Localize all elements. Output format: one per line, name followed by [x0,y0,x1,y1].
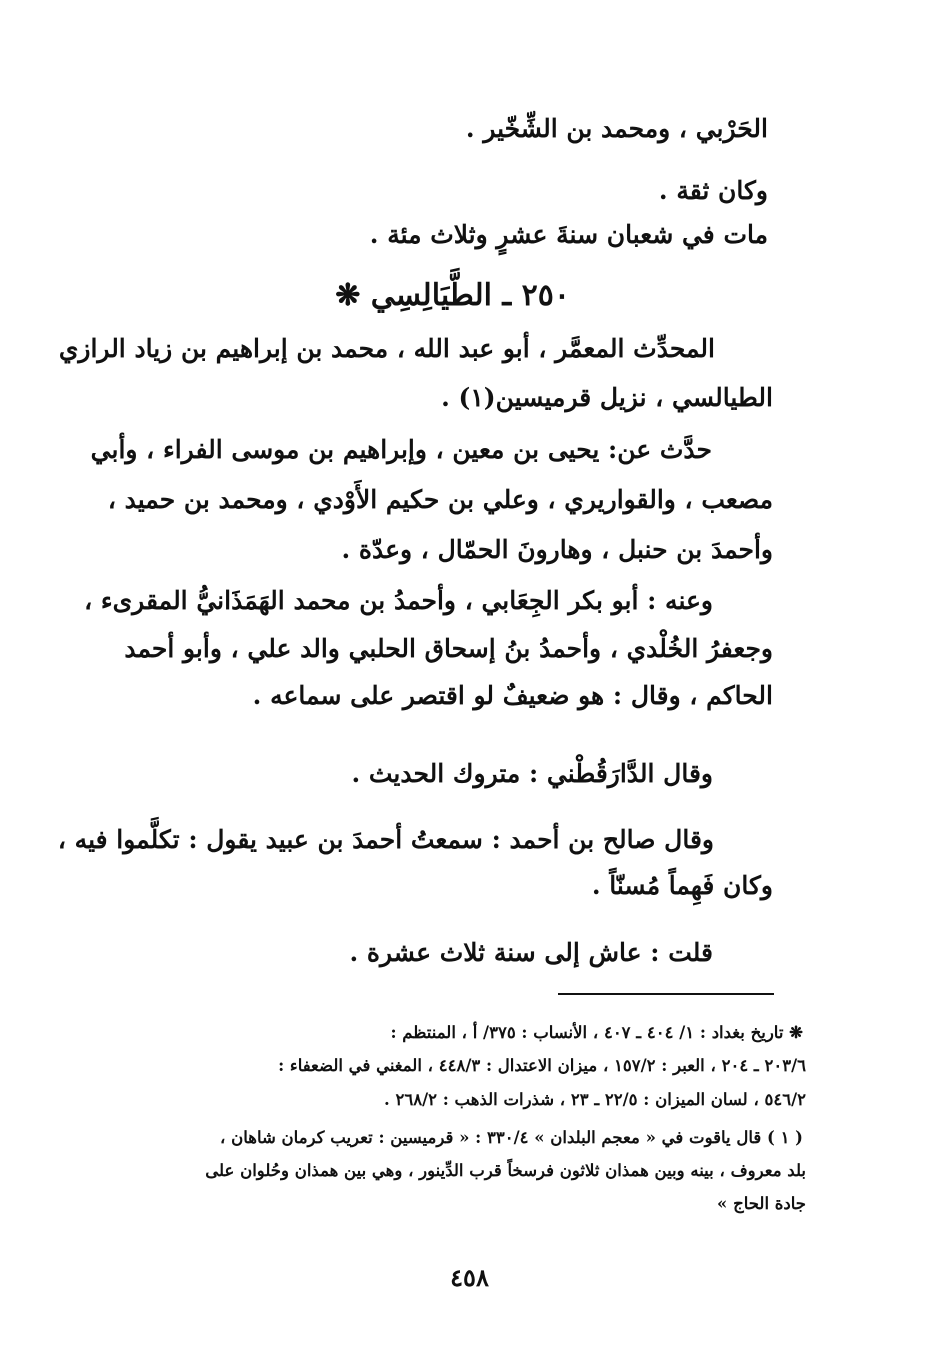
text-line: وأحمدَ بن حنبل ، وهارونَ الحمّال ، وعدّة . [341,535,773,564]
text-line: وكان فَهِماً مُسنّاً . [591,871,773,900]
text-line: الحاكم ، وقال : هو ضعيفٌ لو اقتصر على سماعه . [252,681,773,710]
text-line: مات في شعبان سنةَ عشرٍ وثلاث مئة . [369,220,768,249]
footnote-line: ٢٠٣/٦ ـ ٢٠٤ ، العبر : ١٥٧/٢ ، ميزان الاعتدال : ٤٤٨/٣ ، المغني في الضعفاء : [278,1056,806,1075]
text-line: مصعب ، والقواريري ، وعلي بن حكيم الأَوْدي ، ومحمد بن حميد ، [107,485,773,514]
footnote-line: ٥٤٦/٢ ، لسان الميزان : ٢٢/٥ ـ ٢٣ ، شذرات الذهب : ٢٦٨/٢ . [383,1090,806,1109]
text-line: المحدِّث المعمَّر ، أبو عبد الله ، محمد بن إبراهيم بن زياد الرازي [58,334,715,363]
text-line: الحَرْبي ، ومحمد بن الشِّخّير . [465,114,768,143]
footnote-separator [558,993,774,995]
footnote-line: ❋ تاريخ بغداد : ١/ ٤٠٤ ـ ٤٠٧ ، الأنساب : ٣٧٥/ أ ، المنتظم : [390,1023,803,1042]
text-line: وجعفرُ الخُلْدي ، وأحمدُ بنُ إسحاق الحلبي والد علي ، وأبو أحمد [124,634,773,663]
text-line: قلت : عاش إلى سنة ثلاث عشرة . [349,938,713,967]
text-line: وقال صالح بن أحمد : سمعتُ أحمدَ بن عبيد يقول : تكلَّموا فيه ، [57,825,714,854]
text-line: الطيالسي ، نزيل قرميسين(١) . [441,383,773,412]
text-line: حدَّث عن: يحيى بن معين ، وإبراهيم بن موسى الفراء ، وأبي [90,435,712,464]
footnote-line: جادة الحاج » [717,1194,806,1213]
footnote-line: ( ١ ) قال ياقوت في « معجم البلدان » ٣٣٠/٤ : « قرميسين : تعريب كرمان شاهان ، [220,1128,803,1147]
text-line: وكان ثقة . [658,176,768,205]
page-number: ٤٥٨ [450,1263,489,1292]
entry-heading: ٢٥٠ ـ الطَّيَالِسِي ❋ [335,278,570,313]
text-line: وقال الدَّارَقُطْني : متروك الحديث . [351,759,713,788]
text-line: وعنه : أبو بكر الجِعَابي ، وأحمدُ بن محمد الهَمَذَانيُّ المقرىء ، [84,586,713,615]
footnote-line: بلد معروف ، بينه وبين همذان ثلاثون فرسخاً قرب الدِّينور ، وهي بين همذان وحُلوان على [205,1161,806,1180]
